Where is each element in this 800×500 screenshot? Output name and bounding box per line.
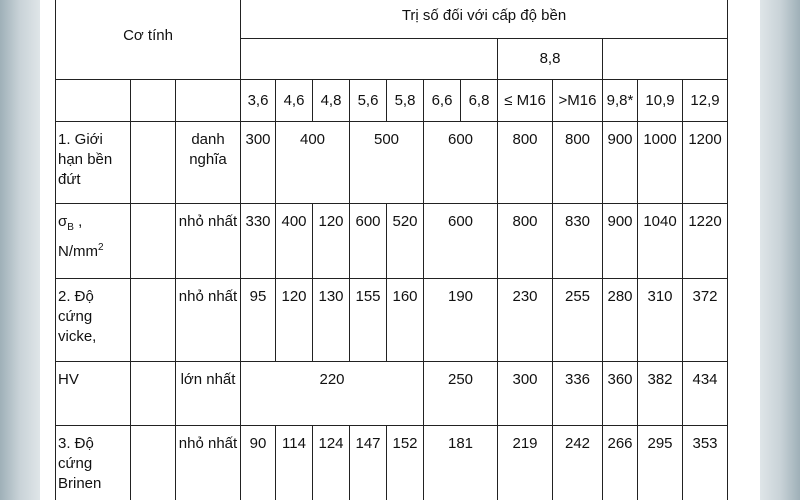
header-empty-left [241, 39, 498, 80]
header-empty-right [603, 39, 728, 80]
value-cell: 280 [603, 279, 638, 362]
value-cell: 219 [498, 426, 553, 500]
row-blank [131, 362, 176, 426]
value-cell: 382 [638, 362, 683, 426]
row-qualifier: nhỏ nhất [176, 426, 241, 500]
value-cell: 600 [424, 122, 498, 204]
grade-cell: 4,8 [313, 80, 350, 122]
value-cell: 1040 [638, 204, 683, 279]
grade-cell: 5,8 [387, 80, 424, 122]
value-cell: 95 [241, 279, 276, 362]
row-label: 1. Giới hạn bền đứt [56, 122, 131, 204]
value-cell: 1220 [683, 204, 728, 279]
value-cell: 336 [553, 362, 603, 426]
value-cell: 160 [387, 279, 424, 362]
value-cell: 300 [498, 362, 553, 426]
header-sub-group: 8,8 [498, 39, 603, 80]
value-cell: 600 [424, 204, 498, 279]
grade-cell: ≤ M16 [498, 80, 553, 122]
value-cell: 295 [638, 426, 683, 500]
value-cell: 434 [683, 362, 728, 426]
row-label: 2. Độ cứng vicke, [56, 279, 131, 362]
value-cell: 600 [350, 204, 387, 279]
value-cell: 242 [553, 426, 603, 500]
value-cell: 400 [276, 122, 350, 204]
bolt-strength-table [55, 0, 728, 500]
value-cell: 155 [350, 279, 387, 362]
value-cell: 800 [498, 122, 553, 204]
grade-cell: 5,6 [350, 80, 387, 122]
value-cell: 250 [424, 362, 498, 426]
header-property: Cơ tính [56, 0, 241, 80]
row-blank [131, 279, 176, 362]
grade-cell: 12,9 [683, 80, 728, 122]
sigma-symbol: σ [58, 213, 68, 230]
row-blank [131, 122, 176, 204]
row-blank [131, 204, 176, 279]
grade-cell: 6,6 [424, 80, 461, 122]
row-blank [131, 426, 176, 500]
value-cell: 255 [553, 279, 603, 362]
value-cell: 120 [313, 204, 350, 279]
label-comma: , [73, 213, 83, 230]
value-cell: 190 [424, 279, 498, 362]
value-cell: 130 [313, 279, 350, 362]
value-cell: 800 [498, 204, 553, 279]
value-cell: 124 [313, 426, 350, 500]
value-cell: 90 [241, 426, 276, 500]
value-cell: 230 [498, 279, 553, 362]
row-label [56, 204, 131, 279]
header-blank-2 [131, 80, 176, 122]
header-blank-1 [56, 80, 131, 122]
value-cell: 266 [603, 426, 638, 500]
value-cell: 372 [683, 279, 728, 362]
unit-superscript: 2 [98, 242, 104, 253]
unit-label: N/mm [58, 243, 98, 260]
value-cell: 120 [276, 279, 313, 362]
value-cell: 400 [276, 204, 313, 279]
value-cell: 353 [683, 426, 728, 500]
header-group: Trị số đối với cấp độ bền [241, 0, 728, 39]
grade-cell: >M16 [553, 80, 603, 122]
value-cell: 330 [241, 204, 276, 279]
grade-cell: 3,6 [241, 80, 276, 122]
sigma-subscript: B [67, 222, 74, 233]
header-blank-3 [176, 80, 241, 122]
value-cell: 147 [350, 426, 387, 500]
document-sheet [40, 0, 760, 500]
grade-cell: 9,8* [603, 80, 638, 122]
value-cell: 900 [603, 122, 638, 204]
row-qualifier: danh nghĩa [176, 122, 241, 204]
row-qualifier: nhỏ nhất [176, 204, 241, 279]
value-cell: 310 [638, 279, 683, 362]
value-cell: 152 [387, 426, 424, 500]
value-cell: 1200 [683, 122, 728, 204]
grade-cell: 10,9 [638, 80, 683, 122]
value-cell: 500 [350, 122, 424, 204]
value-cell: 220 [241, 362, 424, 426]
row-qualifier: lớn nhất [176, 362, 241, 426]
grade-cell: 6,8 [461, 80, 498, 122]
grade-cell: 4,6 [276, 80, 313, 122]
row-qualifier: nhỏ nhất [176, 279, 241, 362]
value-cell: 300 [241, 122, 276, 204]
value-cell: 830 [553, 204, 603, 279]
value-cell: 800 [553, 122, 603, 204]
row-label: 3. Độ cứng Brinen [56, 426, 131, 500]
value-cell: 1000 [638, 122, 683, 204]
value-cell: 360 [603, 362, 638, 426]
value-cell: 114 [276, 426, 313, 500]
value-cell: 181 [424, 426, 498, 500]
value-cell: 900 [603, 204, 638, 279]
row-label: HV [56, 362, 131, 426]
value-cell: 520 [387, 204, 424, 279]
